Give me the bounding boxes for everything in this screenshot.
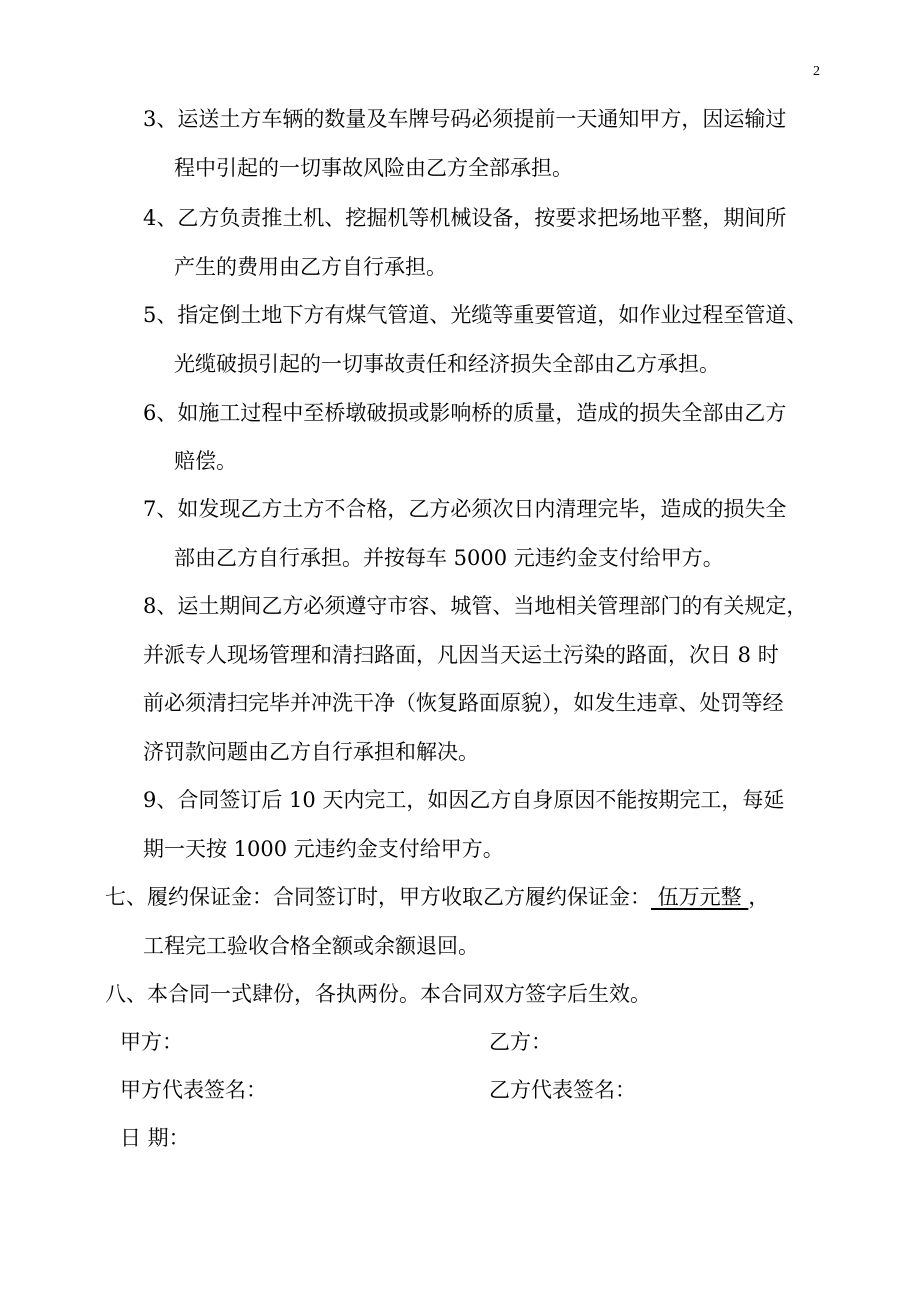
- clause-line: 3、运送土方车辆的数量及车牌号码必须提前一天通知甲方，因运输过: [143, 107, 787, 131]
- clause-line: 产生的费用由乙方自行承担。: [174, 255, 447, 279]
- party-a-label: 甲方：: [120, 1030, 183, 1054]
- clause-line: 8、运土期间乙方必须遵守市容、城管、当地相关管理部门的有关规定，: [143, 594, 808, 618]
- clause-line: 程中引起的一切事故风险由乙方全部承担。: [174, 156, 573, 180]
- clause-line: 济罚款问题由乙方自行承担和解决。: [143, 740, 479, 764]
- section-8: 八、本合同一式肆份，各执两份。本合同双方签字后生效。: [105, 982, 651, 1006]
- party-a-rep-label: 甲方代表签名：: [120, 1078, 267, 1102]
- page-number: 2: [813, 64, 820, 79]
- clause-line: 赔偿。: [174, 449, 237, 473]
- clause-line: 4、乙方负责推土机、挖掘机等机械设备，按要求把场地平整，期间所: [143, 206, 787, 230]
- clause-line: 7、如发现乙方土方不合格，乙方必须次日内清理完毕，造成的损失全: [143, 497, 787, 521]
- clause-line: 5、指定倒土地下方有煤气管道、光缆等重要管道，如作业过程至管道、: [143, 303, 808, 327]
- party-b-label: 乙方：: [489, 1030, 552, 1054]
- clause-line: 部由乙方自行承担。并按每车 5000 元违约金支付给甲方。: [174, 546, 724, 570]
- bond-amount: 伍万元整: [651, 885, 749, 909]
- clause-line: 9、合同签订后 10 天内完工，如因乙方自身原因不能按期完工，每延: [143, 788, 785, 812]
- party-b-rep-label: 乙方代表签名：: [489, 1078, 636, 1102]
- clause-line: 并派专人现场管理和清扫路面，凡因当天运土污染的路面，次日 8 时: [143, 643, 779, 667]
- clause-line: 期一天按 1000 元违约金支付给甲方。: [143, 837, 504, 861]
- date-label: 日 期：: [120, 1126, 190, 1150]
- section-7-line-2: 工程完工验收合格全额或余额退回。: [143, 934, 479, 958]
- section-7-line: [105, 882, 769, 912]
- clause-line: 光缆破损引起的一切事故责任和经济损失全部由乙方承担。: [174, 352, 720, 376]
- clause-line: 6、如施工过程中至桥墩破损或影响桥的质量，造成的损失全部由乙方: [143, 401, 787, 425]
- section-7-prefix: 七、履约保证金：合同签订时，甲方收取乙方履约保证金：: [105, 885, 651, 909]
- section-7-suffix: ，: [748, 885, 770, 909]
- clause-line: 前必须清扫完毕并冲洗干净（恢复路面原貌），如发生违章、处罚等经: [143, 691, 784, 715]
